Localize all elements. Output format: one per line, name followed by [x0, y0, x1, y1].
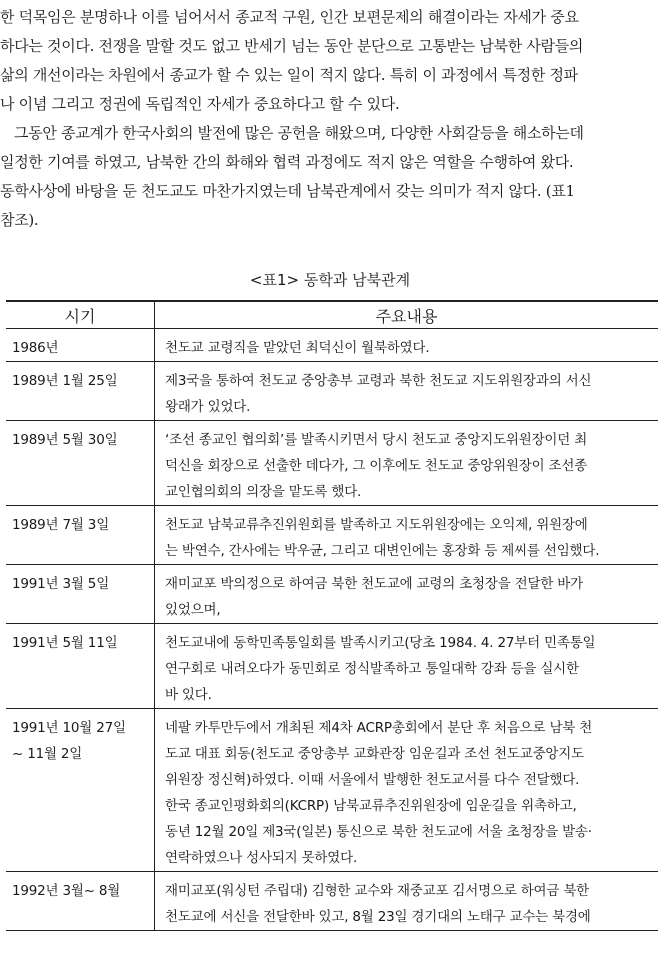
table-row	[6, 709, 658, 872]
table-body	[6, 329, 658, 931]
body-paragraph-2	[0, 119, 660, 235]
text-line: 참조).	[0, 211, 39, 229]
column-header-content: 주요내용	[155, 301, 659, 329]
content-text-line: 위원장 정신혁)하였다. 이때 서울에서 발행한 천도교서를 다수 전달했다.	[165, 772, 580, 788]
table-row	[6, 362, 658, 421]
table-row	[6, 421, 658, 506]
text-line: 삶의 개선이라는 차원에서 종교가 할 수 있는 일이 적지 않다. 특히 이 과정에서 특정한 정파	[0, 66, 578, 84]
period-cell	[6, 565, 155, 624]
content-cell	[155, 362, 659, 421]
content-cell	[155, 709, 659, 872]
period-cell	[6, 421, 155, 506]
history-table	[6, 300, 658, 931]
body-paragraph-1	[0, 3, 660, 119]
content-text-line: 연락하였으나 성사되지 못하였다.	[165, 850, 358, 866]
period-cell	[6, 624, 155, 709]
content-text-line: 한국 종교인평화회의(KCRP) 남북교류추진위원장에 임운길을 위촉하고,	[165, 798, 577, 814]
table-header-row	[6, 301, 658, 329]
text-line: 하다는 것이다. 전쟁을 말할 것도 없고 반세기 넘는 동안 분단으로 고통받는 남북한 사람들의	[0, 37, 584, 55]
content-text-line: 동년 12월 20일 제3국(일본) 통신으로 북한 천도교에 서울 초청장을 발송·	[165, 824, 592, 840]
content-text-line: 왕래가 있었다.	[165, 399, 251, 415]
period-text: ~ 11월 2일	[12, 746, 83, 762]
content-cell	[155, 872, 659, 931]
content-text-line: 연구회로 내려오다가 동민회로 정식발족하고 통일대학 강좌 등을 실시한	[165, 661, 579, 677]
content-text-line: 도교 대표 회동(천도교 중앙총부 교화관장 임운길과 조선 천도교중앙지도	[165, 746, 584, 762]
content-text-line: 재미교포(워싱턴 주립대) 김형한 교수와 재중교포 김서명으로 하여금 북한	[165, 883, 590, 899]
content-text-line: 교인협의회의 의장을 맡도록 했다.	[165, 484, 362, 500]
text-line: 그동안 종교계가 한국사회의 발전에 많은 공헌을 해왔으며, 다양한 사회갈등을 해소하는데	[14, 124, 584, 142]
table-row	[6, 506, 658, 565]
period-text: 1992년 3월~ 8월	[12, 883, 121, 899]
table-row	[6, 872, 658, 931]
content-text-line: 는 박연수, 간사에는 박우균, 그리고 대변인에는 홍장화 등 제씨를 선임했다.	[165, 543, 600, 559]
period-text: 1991년 10월 27일	[12, 720, 126, 736]
content-text-line: 바 있다.	[165, 687, 212, 703]
text-line: 한 덕목임은 분명하나 이를 넘어서서 종교적 구원, 인간 보편문제의 해결이라는 자세가 중요	[0, 8, 579, 26]
period-cell	[6, 329, 155, 362]
content-cell	[155, 329, 659, 362]
period-cell	[6, 506, 155, 565]
period-cell	[6, 362, 155, 421]
content-cell	[155, 624, 659, 709]
period-text: 1989년 7월 3일	[12, 517, 110, 533]
content-cell	[155, 421, 659, 506]
table-row	[6, 624, 658, 709]
period-cell	[6, 872, 155, 931]
content-text-line: 천도교 교령직을 맡았던 최덕신이 월북하였다.	[165, 340, 430, 356]
content-text-line: 덕신을 회장으로 선출한 데다가, 그 이후에도 천도교 중앙위원장이 조선종	[165, 458, 588, 474]
content-text-line: 제3국을 통하여 천도교 중앙총부 교령과 북한 천도교 지도위원장과의 서신	[165, 373, 592, 389]
column-header-period: 시기	[6, 301, 155, 329]
content-text-line: ‘조선 종교인 협의회’를 발족시키면서 당시 천도교 중앙지도위원장이던 최	[165, 432, 588, 448]
text-line: 동학사상에 바탕을 둔 천도교도 마찬가지였는데 남북관계에서 갖는 의미가 적지 않다. (표1	[0, 182, 575, 200]
content-text-line: 재미교포 박의정으로 하여금 북한 천도교에 교령의 초청장을 전달한 바가	[165, 576, 583, 592]
content-text-line: 있었으며,	[165, 602, 221, 618]
table-row	[6, 565, 658, 624]
content-cell	[155, 506, 659, 565]
text-line: 일정한 기여를 하였고, 남북한 간의 화해와 협력 과정에도 적지 않은 역할을 수행하여 왔다.	[0, 153, 574, 171]
period-text: 1986년	[12, 340, 59, 356]
period-text: 1989년 5월 30일	[12, 432, 118, 448]
content-text-line: 천도교에 서신을 전달한바 있고, 8월 23일 경기대의 노태구 교수는 북경에	[165, 909, 591, 925]
content-text-line: 천도교내에 동학민족통일회를 발족시키고(당초 1984. 4. 27부터 민족통일	[165, 635, 596, 651]
content-text-line: 천도교 남북교류추진위원회를 발족하고 지도위원장에는 오익제, 위원장에	[165, 517, 588, 533]
table-row	[6, 329, 658, 362]
content-cell	[155, 565, 659, 624]
period-text: 1989년 1월 25일	[12, 373, 118, 389]
table-caption: <표1> 동학과 남북관계	[249, 271, 411, 289]
period-cell	[6, 709, 155, 872]
period-text: 1991년 5월 11일	[12, 635, 118, 651]
content-text-line: 네팔 카투만두에서 개최된 제4차 ACRP총회에서 분단 후 처음으로 남북 천	[165, 720, 593, 736]
text-line: 나 이념 그리고 정권에 독립적인 자세가 중요하다고 할 수 있다.	[0, 95, 400, 113]
period-text: 1991년 3월 5일	[12, 576, 110, 592]
